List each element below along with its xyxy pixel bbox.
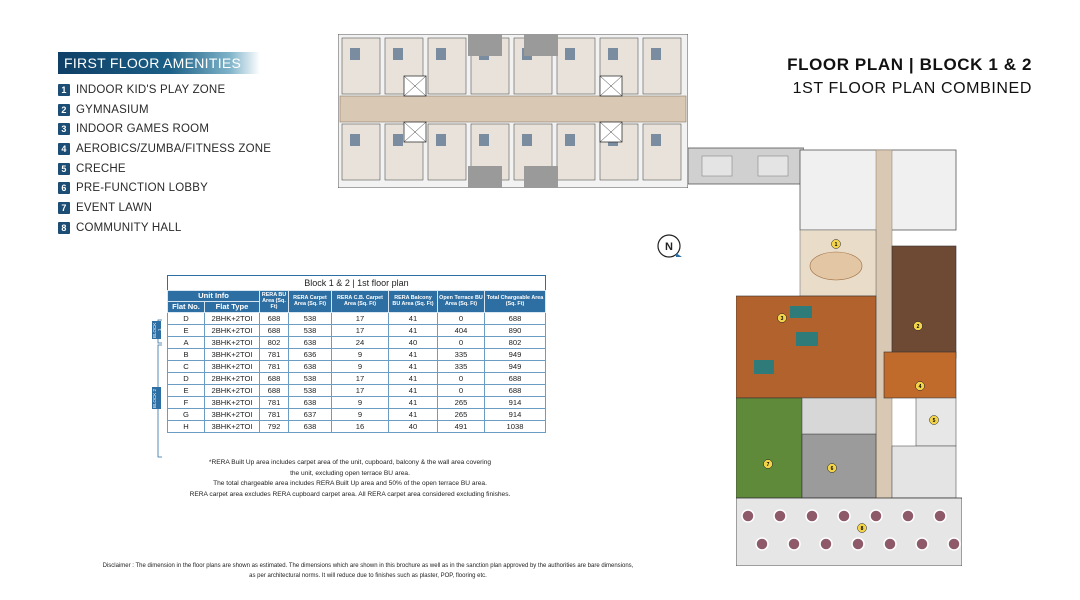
north-label: N (665, 241, 673, 253)
block-2-label: BLOCK 2 (152, 387, 161, 409)
table-cell: E (168, 384, 205, 396)
table-cell: 949 (485, 360, 546, 372)
round-table (806, 510, 818, 522)
round-table (838, 510, 850, 522)
plan-marker-number: 8 (860, 526, 864, 532)
table-cell: 9 (332, 360, 389, 372)
table-cell: 538 (289, 312, 332, 324)
area-statement-table (167, 290, 546, 433)
table-cell: 41 (389, 324, 438, 336)
apartment-unit (557, 124, 595, 180)
round-table (756, 538, 768, 550)
round-table (902, 510, 914, 522)
col-header-rera-balcony: RERA Balcony BU Area (Sq. Ft) (389, 291, 438, 313)
table-cell: 41 (389, 360, 438, 372)
table-cell: 914 (485, 408, 546, 420)
amenities-heading: FIRST FLOOR AMENITIES (58, 52, 260, 74)
table-cell: 638 (289, 420, 332, 432)
table-cell: 3BHK+2TOI (205, 348, 260, 360)
bed-furniture (651, 134, 661, 146)
table-cell: 16 (332, 420, 389, 432)
table-cell: 9 (332, 348, 389, 360)
table-cell: H (168, 420, 205, 432)
table-cell: 781 (260, 408, 289, 420)
plan-marker-number: 3 (780, 316, 784, 322)
table-cell: 688 (485, 384, 546, 396)
table-cell: 792 (260, 420, 289, 432)
table-cell: 781 (260, 360, 289, 372)
disclaimer (48, 562, 688, 581)
plan-marker-number: 2 (916, 324, 920, 330)
amenity-item (58, 139, 271, 159)
round-table (742, 510, 754, 522)
round-table (916, 538, 928, 550)
plan-marker (858, 524, 867, 533)
page-title (787, 55, 1032, 98)
table-row (168, 408, 546, 420)
table-cell: 0 (438, 312, 485, 324)
unit-info-header: Unit Info (168, 291, 260, 302)
table-cell: 638 (289, 360, 332, 372)
table-cell: B (168, 348, 205, 360)
col-header-total: Total Chargeable Area (Sq. Ft) (485, 291, 546, 313)
amenity-item (58, 218, 271, 238)
bed-furniture (436, 134, 446, 146)
amenity-number-badge: 3 (58, 123, 70, 135)
amenity-number-badge: 4 (58, 143, 70, 155)
table-cell: 0 (438, 336, 485, 348)
table-cell: 802 (485, 336, 546, 348)
table-row (168, 396, 546, 408)
floor-plan-upper-block (338, 34, 688, 188)
table-cell: 9 (332, 396, 389, 408)
apartment-unit (643, 38, 681, 94)
table-cell: 638 (289, 396, 332, 408)
round-table (884, 538, 896, 550)
plan-marker-number: 6 (830, 466, 834, 472)
table-cell: 491 (438, 420, 485, 432)
table-cell: 335 (438, 360, 485, 372)
round-table (870, 510, 882, 522)
table-row (168, 324, 546, 336)
table-cell: F (168, 396, 205, 408)
amenity-number-badge: 7 (58, 202, 70, 214)
table-cell: 265 (438, 408, 485, 420)
apartment-unit (428, 124, 466, 180)
plan-marker (916, 382, 925, 391)
table-cell: 637 (289, 408, 332, 420)
round-table (774, 510, 786, 522)
table-cell: 3BHK+2TOI (205, 408, 260, 420)
table-cell: 688 (260, 324, 289, 336)
table-cell: 0 (438, 372, 485, 384)
table-row (168, 312, 546, 324)
table-cell: 688 (485, 372, 546, 384)
bed-furniture (522, 134, 532, 146)
table-cell: 781 (260, 396, 289, 408)
table-cell: 41 (389, 348, 438, 360)
amenity-label: GYMNASIUM (76, 103, 149, 116)
apartment-unit (643, 124, 681, 180)
table-cell: 41 (389, 384, 438, 396)
amenity-label: INDOOR GAMES ROOM (76, 123, 210, 136)
apartment-unit (428, 38, 466, 94)
table-cell: 3BHK+2TOI (205, 420, 260, 432)
plan-marker (764, 460, 773, 469)
table-cell: 2BHK+2TOI (205, 384, 260, 396)
table-cell: 40 (389, 420, 438, 432)
plan-marker-number: 7 (766, 462, 770, 468)
col-header-open-terrace: Open Terrace BU Area (Sq. Ft) (438, 291, 485, 313)
bed-furniture (393, 134, 403, 146)
round-table (788, 538, 800, 550)
table-cell: 688 (485, 312, 546, 324)
amenity-number-badge: 1 (58, 84, 70, 96)
table-cell: 538 (289, 384, 332, 396)
amenity-number-badge: 5 (58, 163, 70, 175)
table-cell: 2BHK+2TOI (205, 372, 260, 384)
table-row (168, 372, 546, 384)
plan-marker (828, 464, 837, 473)
bed-furniture (393, 48, 403, 60)
apartment-unit (557, 38, 595, 94)
amenity-label: INDOOR KID'S PLAY ZONE (76, 83, 226, 96)
table-cell: D (168, 312, 205, 324)
note-line-4: RERA carpet area excludes RERA cupboard carpet area. All RERA carpet area considered excluding finishes. (189, 490, 511, 498)
table-cell: 538 (289, 372, 332, 384)
bed-furniture (436, 48, 446, 60)
table-cell: 688 (260, 372, 289, 384)
col-header-flat-type: Flat Type (205, 301, 260, 312)
plan-marker-number: 5 (932, 418, 936, 424)
table-cell: 40 (389, 336, 438, 348)
table-cell: 2BHK+2TOI (205, 312, 260, 324)
table-cell: 802 (260, 336, 289, 348)
amenity-item (58, 80, 271, 100)
table-cell: 9 (332, 408, 389, 420)
note-line-3: The total chargeable area includes RERA Built Up area and 50% of the open terrace BU area. (213, 480, 487, 487)
table-row (168, 360, 546, 372)
amenity-label: PRE-FUNCTION LOBBY (76, 182, 209, 195)
north-arrow-icon (656, 233, 682, 259)
col-header-rera-cb-carpet: RERA C.B. Carpet Area (Sq. Ft) (332, 291, 389, 313)
table-cell: 636 (289, 348, 332, 360)
title-line-1: FLOOR PLAN | BLOCK 1 & 2 (787, 55, 1032, 74)
table-row (168, 384, 546, 396)
table-row (168, 420, 546, 432)
table-cell: 2BHK+2TOI (205, 324, 260, 336)
amenity-number-badge: 8 (58, 222, 70, 234)
round-table (852, 538, 864, 550)
table-cell: 3BHK+2TOI (205, 336, 260, 348)
apartment-unit (342, 38, 380, 94)
table-cell: 890 (485, 324, 546, 336)
amenity-item (58, 100, 271, 120)
table-cell: 335 (438, 348, 485, 360)
block-1-label: BLOCK 1 (152, 322, 162, 338)
bed-furniture (565, 48, 575, 60)
amenity-label: CRECHE (76, 162, 126, 175)
amenity-item (58, 198, 271, 218)
bed-furniture (608, 48, 618, 60)
table-cell: C (168, 360, 205, 372)
table-cell: 17 (332, 372, 389, 384)
table-caption: Block 1 & 2 | 1st floor plan (167, 275, 546, 290)
plan-marker (778, 314, 787, 323)
table-cell: 265 (438, 396, 485, 408)
table-cell: 24 (332, 336, 389, 348)
disclaimer-line-2: as per architectural norms. It will reduce due to finishes such as plaster, POP, flooring etc. (249, 572, 487, 579)
table-cell: D (168, 372, 205, 384)
amenity-number-badge: 2 (58, 104, 70, 116)
amenity-label: AEROBICS/ZUMBA/FITNESS ZONE (76, 142, 272, 155)
amenity-item (58, 159, 271, 179)
plan-marker-number: 4 (918, 384, 922, 390)
title-line-2: 1ST FLOOR PLAN COMBINED (792, 80, 1032, 97)
plan-marker (914, 322, 923, 331)
amenity-item (58, 119, 271, 139)
area-statement-table-wrap (150, 275, 546, 433)
col-header-rera-bu: RERA BU Area (Sq. Ft) (260, 291, 289, 313)
round-table (934, 510, 946, 522)
amenity-label: EVENT LAWN (76, 201, 153, 214)
note-line-2: the unit, excluding open terrace BU area. (290, 469, 410, 477)
table-row (168, 348, 546, 360)
bed-furniture (479, 134, 489, 146)
table-cell: 688 (260, 384, 289, 396)
table-cell: 688 (260, 312, 289, 324)
table-cell: 41 (389, 312, 438, 324)
round-table (948, 538, 960, 550)
amenity-item (58, 178, 271, 198)
col-header-flat-no: Flat No. (168, 301, 205, 312)
table-cell: G (168, 408, 205, 420)
table-cell: 17 (332, 324, 389, 336)
col-header-rera-carpet: RERA Carpet Area (Sq. Ft) (289, 291, 332, 313)
plan-marker (930, 416, 939, 425)
bed-furniture (651, 48, 661, 60)
table-notes (150, 458, 550, 500)
table-cell: 17 (332, 312, 389, 324)
disclaimer-line-1: Disclaimer : The dimension in the floor plans are shown as estimated. The dimensions which are shown in this brochure as well as in the sanction plan approved by the authorities are bare dimensions, (102, 563, 634, 569)
table-cell: E (168, 324, 205, 336)
table-cell: 41 (389, 396, 438, 408)
bed-furniture (350, 48, 360, 60)
table-cell: 538 (289, 324, 332, 336)
table-row (168, 336, 546, 348)
table-cell: A (168, 336, 205, 348)
table-cell: 41 (389, 408, 438, 420)
plan-marker (832, 240, 841, 249)
table-cell: 17 (332, 384, 389, 396)
table-cell: 781 (260, 348, 289, 360)
table-cell: 3BHK+2TOI (205, 360, 260, 372)
amenity-label: COMMUNITY HALL (76, 221, 182, 234)
apartment-unit (342, 124, 380, 180)
amenity-number-badge: 6 (58, 182, 70, 194)
table-cell: 949 (485, 348, 546, 360)
floor-plan-amenity-block (736, 146, 962, 566)
amenities-list (58, 80, 271, 238)
table-cell: 914 (485, 396, 546, 408)
bed-furniture (565, 134, 575, 146)
table-cell: 404 (438, 324, 485, 336)
bed-furniture (350, 134, 360, 146)
table-cell: 41 (389, 372, 438, 384)
table-cell: 3BHK+2TOI (205, 396, 260, 408)
table-cell: 638 (289, 336, 332, 348)
round-table (820, 538, 832, 550)
table-cell: 0 (438, 384, 485, 396)
plan-marker-number: 1 (834, 242, 838, 248)
note-line-1: *RERA Built Up area includes carpet area of the unit, cupboard, balcony & the wall area covering (208, 459, 492, 466)
table-cell: 1038 (485, 420, 546, 432)
